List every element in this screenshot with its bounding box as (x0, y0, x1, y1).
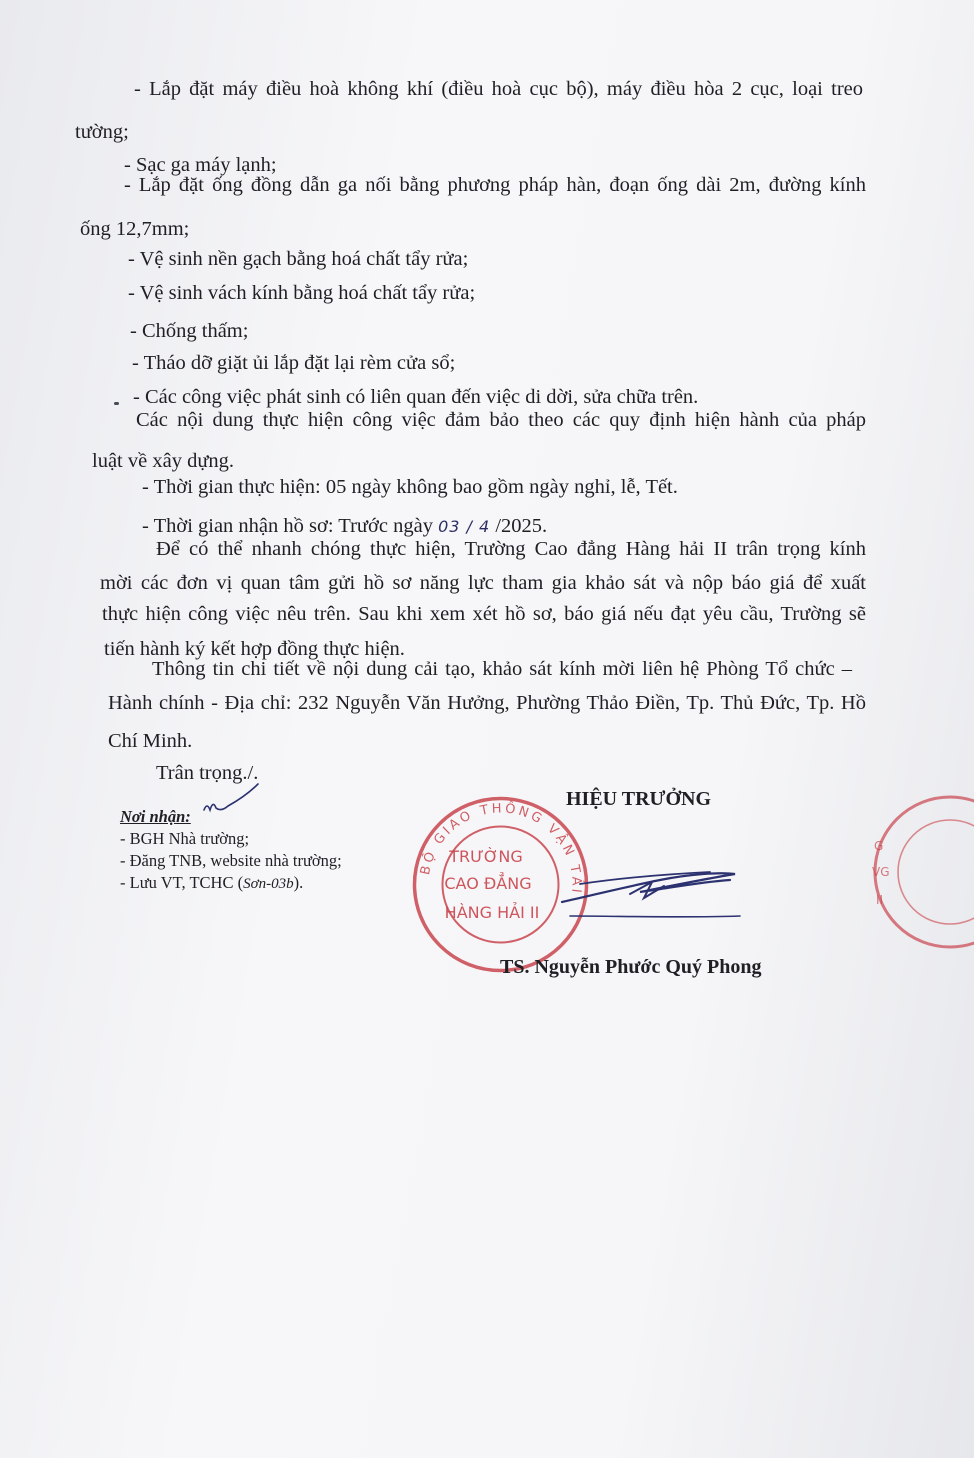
paragraph-line: Các nội dung thực hiện công việc đảm bảo theo các quy định hiện hành của pháp (136, 409, 866, 431)
paragraph-line: mời các đơn vị quan tâm gửi hồ sơ năng lực tham gia khảo sát và nộp báo giá để xuất (100, 572, 866, 594)
paragraph-line: - Lắp đặt máy điều hoà không khí (điều hoà cục bộ), máy điều hòa 2 cục, loại treo (134, 78, 863, 100)
paragraph-line: - Vệ sinh vách kính bằng hoá chất tẩy rửa; (128, 282, 476, 304)
paragraph-line: - Lắp đặt ống đồng dẫn ga nối bằng phương pháp hàn, đoạn ống dài 2m, đường kính (124, 174, 866, 196)
paragraph-line: ống 12,7mm; (80, 218, 190, 240)
paragraph-line: Để có thể nhanh chóng thực hiện, Trường Cao đẳng Hàng hải II trân trọng kính (156, 538, 866, 560)
paragraph-line: Trân trọng./. (156, 762, 259, 784)
seal-center-line: HÀNG HẢI II (444, 903, 540, 922)
partial-seal (860, 792, 974, 962)
partial-seal-letter: G (874, 839, 884, 853)
recipient-item (120, 872, 342, 895)
paragraph-line: Thông tin chi tiết về nội dung cải tạo, khảo sát kính mời liên hệ Phòng Tổ chức – (152, 658, 852, 680)
pen-tick-mark (114, 402, 119, 405)
paragraph-line: tường; (75, 121, 129, 143)
paragraph-line: tiến hành ký kết hợp đồng thực hiện. (104, 638, 405, 660)
paragraph-line: - Thời gian thực hiện: 05 ngày không bao gồm ngày nghỉ, lễ, Tết. (142, 476, 678, 498)
archive-suffix: ). (293, 873, 304, 892)
recipient-item-text: - Lưu VT, TCHC ( (120, 873, 244, 892)
handwritten-date: 03 / 4 (438, 517, 491, 536)
deadline-suffix: /2025. (495, 515, 548, 537)
initial-signature-icon (200, 782, 280, 822)
recipient-item: - Đăng TNB, website nhà trường; (120, 851, 342, 870)
paragraph-line: Hành chính - Địa chỉ: 232 Nguyễn Văn Hưởng, Phường Thảo Điền, Tp. Thủ Đức, Tp. Hồ (108, 692, 866, 714)
signature-title: HIỆU TRƯỞNG (566, 788, 712, 810)
handwritten-signature-icon (560, 858, 760, 928)
signer-name: TS. Nguyễn Phước Quý Phong (500, 956, 762, 978)
partial-seal-letter: VG (872, 865, 890, 879)
archive-code: Sơn-03b (243, 876, 294, 892)
paragraph-line: luật về xây dựng. (92, 450, 235, 472)
paragraph-line: thực hiện công việc nêu trên. Sau khi xem xét hồ sơ, báo giá nếu đạt yêu cầu, Trường sẽ (102, 603, 866, 625)
partial-seal-letter: II (876, 893, 884, 907)
paragraph-line: Chí Minh. (108, 730, 193, 752)
seal-ring-text: BỘ GIAO THÔNG VẬN TẢI (418, 801, 584, 897)
paragraph-line: - Chống thấm; (130, 320, 249, 342)
recipient-item: - BGH Nhà trường; (120, 829, 250, 848)
deadline-prefix: - Thời gian nhận hồ sơ: Trước ngày (142, 515, 433, 537)
paragraph-line: - Các công việc phát sinh có liên quan đến việc di dời, sửa chữa trên. (133, 386, 699, 408)
paragraph-line: - Tháo dỡ giặt ủi lắp đặt lại rèm cửa sổ; (132, 352, 456, 374)
paragraph-line: - Sạc ga máy lạnh; (124, 154, 277, 176)
seal-center-line: CAO ĐẲNG (444, 874, 532, 893)
seal-center-line: TRƯỜNG (449, 847, 523, 866)
paragraph-line: - Vệ sinh nền gạch bằng hoá chất tẩy rửa; (128, 248, 469, 270)
recipients-title: Nơi nhận: (120, 807, 191, 826)
